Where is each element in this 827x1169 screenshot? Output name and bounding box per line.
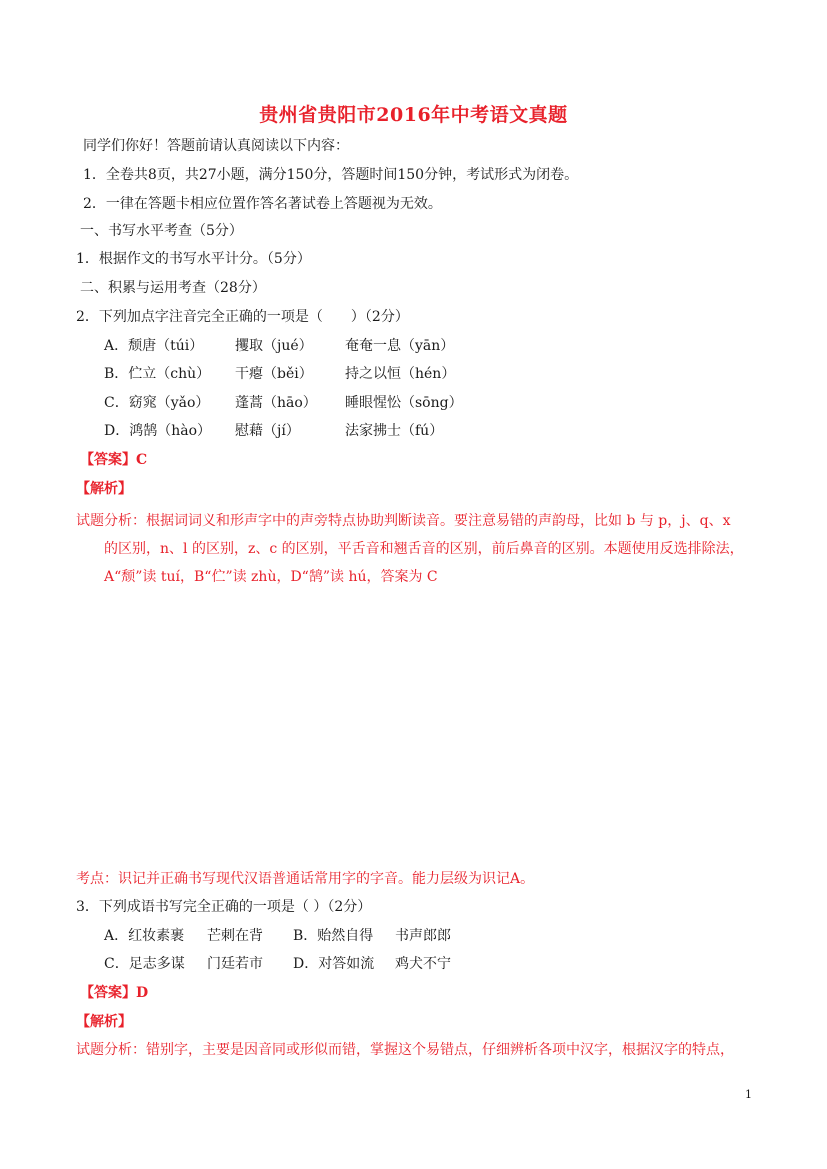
option-item: 鸡犬不宁 bbox=[395, 956, 451, 972]
question-3-answer: 【答案】D bbox=[80, 985, 149, 1001]
option-item: B．伫立（chù） bbox=[104, 366, 211, 382]
option-item: 攫取（jué） bbox=[235, 338, 313, 354]
question-2-analysis-line-2: 的区别，n、l 的区别，z、c 的区别，平舌音和翘舌音的区别，前后鼻音的区别。本题使用反选排除法， bbox=[104, 541, 744, 557]
option-item: C．窈窕（yǎo） bbox=[104, 395, 210, 411]
option-item: 蓬蒿（hāo） bbox=[235, 395, 317, 411]
question-2-option-row bbox=[104, 422, 464, 440]
question-2-stem: 2．下列加点字注音完全正确的一项是（ ）（2分） bbox=[76, 309, 409, 325]
intro-note-2: 2．一律在答题卡相应位置作答名著试卷上答题视为无效。 bbox=[83, 196, 442, 212]
page-number: 1 bbox=[745, 1088, 752, 1101]
question-2-option-row bbox=[104, 337, 464, 355]
question-3-stem: 3．下列成语书写完全正确的一项是（ ）（2分） bbox=[76, 899, 372, 915]
question-2-analysis-line-1: 试题分析：根据词词义和形声字中的声旁特点协助判断读音。要注意易错的声韵母，比如 b 与 p，j、q、x bbox=[76, 513, 731, 529]
option-item: 奄奄一息（yān） bbox=[345, 338, 455, 354]
option-item: 书声郎郎 bbox=[395, 928, 451, 944]
question-2-kaodian: 考点：识记并正确书写现代汉语普通话常用字的字音。能力层级为识记A。 bbox=[76, 871, 535, 887]
page-title: 贵州省贵阳市2016年中考语文真题 bbox=[259, 104, 568, 126]
intro-greeting: 同学们你好！答题前请认真阅读以下内容： bbox=[83, 138, 349, 154]
question-3-option-row bbox=[104, 927, 464, 945]
option-item: C．足志多谋 bbox=[104, 956, 185, 972]
question-3-option-row bbox=[104, 955, 464, 973]
question-2-analysis-label: 【解析】 bbox=[76, 481, 132, 497]
section-1-heading: 一、书写水平考查（5分） bbox=[80, 223, 243, 239]
option-item: 法家拂士（fú） bbox=[345, 423, 444, 439]
option-item: 门廷若市 bbox=[207, 956, 263, 972]
option-item: B．贻然自得 bbox=[293, 928, 374, 944]
intro-note-1: 1．全卷共8页，共27小题，满分150分，答题时间150分钟，考试形式为闭卷。 bbox=[83, 167, 579, 183]
question-3-analysis-line-1: 试题分析：错别字，主要是因音同或形似而错，掌握这个易错点，仔细辨析各项中汉字，根据汉字的特点， bbox=[76, 1042, 734, 1058]
option-item: 慰藉（jí） bbox=[235, 423, 300, 439]
section-2-heading: 二、积累与运用考查（28分） bbox=[80, 280, 266, 296]
question-2-answer: 【答案】C bbox=[80, 452, 148, 468]
question-3-analysis-label: 【解析】 bbox=[76, 1014, 132, 1030]
option-item: D．鸿鹄（hào） bbox=[104, 423, 212, 439]
question-1: 1．根据作文的书写水平计分。（5分） bbox=[76, 251, 311, 267]
option-item: 睡眼惺忪（sōng） bbox=[345, 395, 463, 411]
question-2-analysis-line-3: A“颓”读 tuí，B“伫”读 zhù，D“鹄”读 hú，答案为 C bbox=[104, 569, 438, 585]
option-item: 干瘪（běi） bbox=[235, 366, 313, 382]
option-item: 芒刺在背 bbox=[207, 928, 263, 944]
question-2-option-row bbox=[104, 394, 464, 412]
option-item: 持之以恒（hén） bbox=[345, 366, 456, 382]
option-item: A．颓唐（túi） bbox=[104, 338, 204, 354]
option-item: D．对答如流 bbox=[293, 956, 375, 972]
question-2-option-row bbox=[104, 365, 464, 383]
option-item: A．红妆素裹 bbox=[104, 928, 185, 944]
